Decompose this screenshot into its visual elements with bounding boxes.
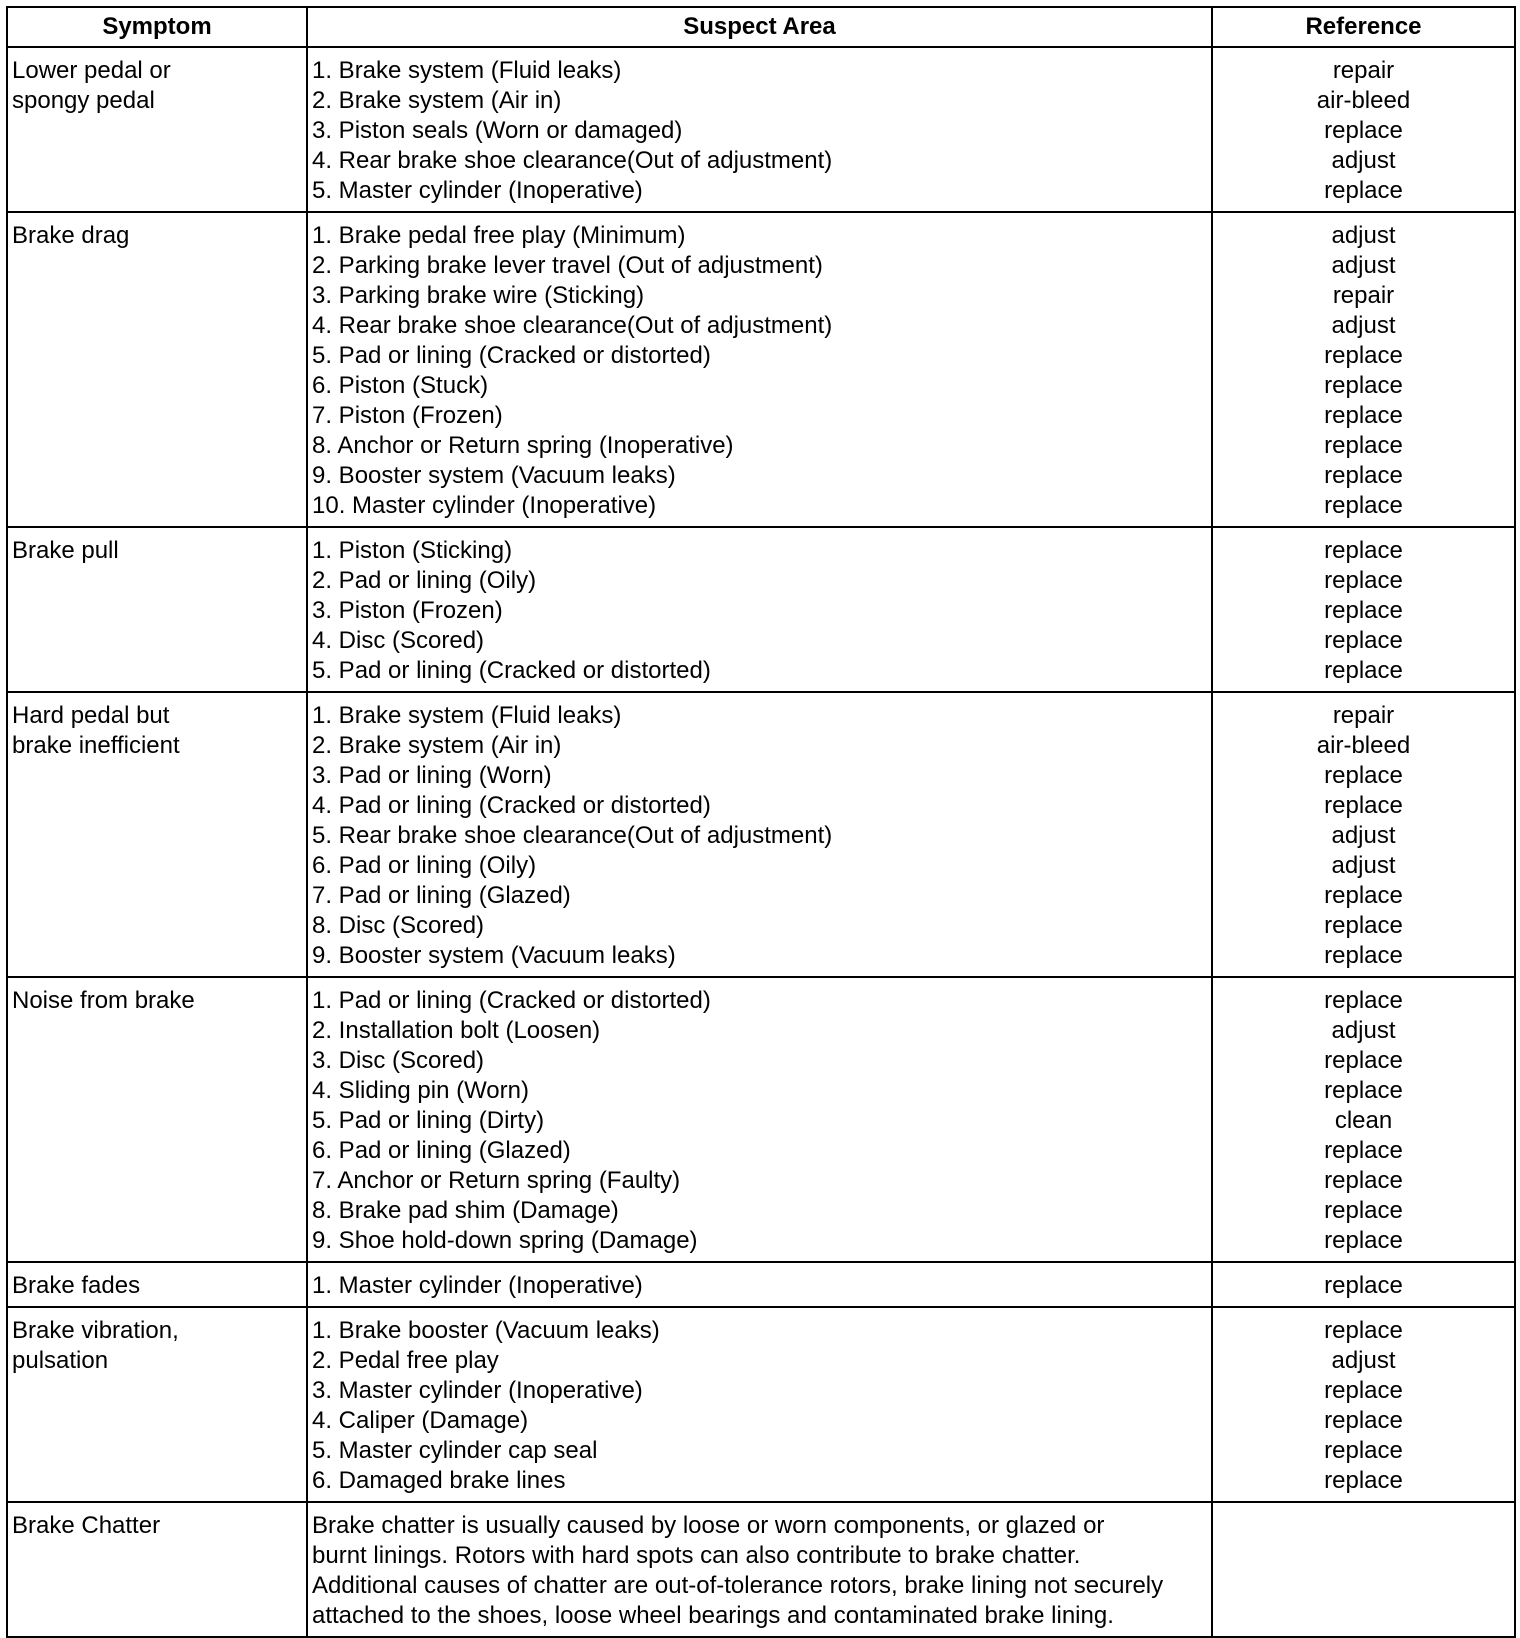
reference-value: replace xyxy=(1324,1467,1403,1494)
suspect-area-item: 8. Disc (Scored) xyxy=(312,912,485,939)
reference-value: replace xyxy=(1324,882,1403,909)
suspect-area-item: 2. Installation bolt (Loosen) xyxy=(312,1017,601,1044)
reference-value: replace xyxy=(1324,1227,1403,1254)
reference-cell xyxy=(1212,692,1515,977)
reference-value: replace xyxy=(1324,627,1403,654)
table-row xyxy=(7,527,1515,692)
suspect-area-item: 1. Master cylinder (Inoperative) xyxy=(312,1272,643,1299)
suspect-area-cell xyxy=(307,692,1212,977)
suspect-area-item: 4. Pad or lining (Cracked or distorted) xyxy=(312,792,711,819)
header-row xyxy=(7,7,1515,47)
reference-value: clean xyxy=(1334,1107,1393,1134)
table-row xyxy=(7,212,1515,527)
reference-value: replace xyxy=(1324,1272,1403,1299)
suspect-area-item: 2. Parking brake lever travel (Out of adjustment) xyxy=(312,252,823,279)
suspect-area-item: 3. Master cylinder (Inoperative) xyxy=(312,1377,643,1404)
symptom-cell: Noise from brake xyxy=(7,977,307,1262)
suspect-area-item: 8. Anchor or Return spring (Inoperative) xyxy=(312,432,734,459)
reference-value: replace xyxy=(1324,177,1403,204)
suspect-area-item: 4. Disc (Scored) xyxy=(312,627,485,654)
reference-value: replace xyxy=(1324,567,1403,594)
paragraph-line: Additional causes of chatter are out-of-tolerance rotors, brake lining not securely xyxy=(312,1572,1164,1599)
reference-value: replace xyxy=(1324,432,1403,459)
suspect-area-item: 6. Pad or lining (Oily) xyxy=(312,852,537,879)
suspect-area-item: 6. Damaged brake lines xyxy=(312,1467,566,1494)
reference-value: replace xyxy=(1324,537,1403,564)
suspect-area-item: 9. Shoe hold-down spring (Damage) xyxy=(312,1227,698,1254)
table-row xyxy=(7,47,1515,212)
table-row xyxy=(7,1262,1515,1307)
symptom-cell: Brake Chatter xyxy=(7,1502,307,1637)
reference-cell xyxy=(1212,1307,1515,1502)
reference-value: replace xyxy=(1324,1377,1403,1404)
symptom-cell: Brake vibration, pulsation xyxy=(7,1307,307,1502)
reference-cell xyxy=(1212,527,1515,692)
symptom-cell: Brake fades xyxy=(7,1262,307,1307)
reference-value: replace xyxy=(1324,792,1403,819)
suspect-area-cell xyxy=(307,527,1212,692)
suspect-area-item: 5. Pad or lining (Dirty) xyxy=(312,1107,545,1134)
paragraph-line: attached to the shoes, loose wheel bearings and contaminated brake lining. xyxy=(312,1602,1114,1629)
reference-value: replace xyxy=(1324,1437,1403,1464)
suspect-area-item: 1. Brake pedal free play (Minimum) xyxy=(312,222,686,249)
suspect-area-item: 3. Pad or lining (Worn) xyxy=(312,762,552,789)
reference-value: replace xyxy=(1324,1137,1403,1164)
reference-value: repair xyxy=(1332,57,1395,84)
reference-value: repair xyxy=(1332,702,1395,729)
suspect-area-item: 4. Rear brake shoe clearance(Out of adjustment) xyxy=(312,147,833,174)
suspect-area-item: 10. Master cylinder (Inoperative) xyxy=(312,492,657,519)
suspect-area-item: 2. Pad or lining (Oily) xyxy=(312,567,537,594)
reference-value: replace xyxy=(1324,1407,1403,1434)
suspect-area-item: 3. Parking brake wire (Sticking) xyxy=(312,282,645,309)
reference-value: replace xyxy=(1324,762,1403,789)
suspect-area-item: 2. Brake system (Air in) xyxy=(312,732,562,759)
suspect-area-item: 5. Master cylinder cap seal xyxy=(312,1437,598,1464)
table-row xyxy=(7,977,1515,1262)
table-body xyxy=(7,47,1515,1637)
reference-value: replace xyxy=(1324,402,1403,429)
suspect-area-item: 1. Brake system (Fluid leaks) xyxy=(312,57,622,84)
reference-value: replace xyxy=(1324,987,1403,1014)
reference-value: adjust xyxy=(1331,147,1396,174)
suspect-area-item: 5. Pad or lining (Cracked or distorted) xyxy=(312,342,711,369)
reference-value: repair xyxy=(1332,282,1395,309)
suspect-area-cell xyxy=(307,1262,1212,1307)
suspect-area-item: 8. Brake pad shim (Damage) xyxy=(312,1197,619,1224)
paragraph-line: burnt linings. Rotors with hard spots can also contribute to brake chatter. xyxy=(312,1542,1081,1569)
suspect-cell-paragraph xyxy=(307,1502,1212,1637)
suspect-area-item: 4. Rear brake shoe clearance(Out of adjustment) xyxy=(312,312,833,339)
suspect-area-item: 7. Pad or lining (Glazed) xyxy=(312,882,571,909)
reference-value: adjust xyxy=(1331,852,1396,879)
table-row-brake-chatter xyxy=(7,1502,1515,1637)
reference-value: replace xyxy=(1324,657,1403,684)
suspect-area-item: 9. Booster system (Vacuum leaks) xyxy=(312,462,676,489)
reference-cell xyxy=(1212,977,1515,1262)
reference-value: replace xyxy=(1324,1077,1403,1104)
reference-value: replace xyxy=(1324,1047,1403,1074)
suspect-area-item: 7. Anchor or Return spring (Faulty) xyxy=(312,1167,681,1194)
suspect-area-item: 1. Piston (Sticking) xyxy=(312,537,513,564)
reference-value: replace xyxy=(1324,462,1403,489)
table-row xyxy=(7,1307,1515,1502)
reference-value: replace xyxy=(1324,492,1403,519)
reference-value: air-bleed xyxy=(1316,732,1411,759)
reference-value: replace xyxy=(1324,597,1403,624)
reference-value: replace xyxy=(1324,1167,1403,1194)
symptom-cell: Hard pedal but brake inefficient xyxy=(7,692,307,977)
symptom-cell: Brake drag xyxy=(7,212,307,527)
suspect-area-item: 5. Rear brake shoe clearance(Out of adjustment) xyxy=(312,822,833,849)
suspect-area-cell xyxy=(307,977,1212,1262)
reference-value: adjust xyxy=(1331,1017,1396,1044)
reference-value: replace xyxy=(1324,1317,1403,1344)
reference-cell xyxy=(1212,1262,1515,1307)
reference-value: adjust xyxy=(1331,312,1396,339)
symptom-cell: Lower pedal or spongy pedal xyxy=(7,47,307,212)
troubleshooting-table xyxy=(6,6,1516,1638)
reference-cell xyxy=(1212,47,1515,212)
suspect-area-item: 5. Master cylinder (Inoperative) xyxy=(312,177,643,204)
suspect-area-item: 2. Pedal free play xyxy=(312,1347,499,1374)
suspect-area-item: 3. Piston seals (Worn or damaged) xyxy=(312,117,683,144)
header-suspect-area: Suspect Area xyxy=(307,7,1212,47)
reference-value: adjust xyxy=(1331,222,1396,249)
reference-value: replace xyxy=(1324,942,1403,969)
suspect-area-item: 4. Sliding pin (Worn) xyxy=(312,1077,529,1104)
reference-value: replace xyxy=(1324,117,1403,144)
suspect-area-item: 6. Pad or lining (Glazed) xyxy=(312,1137,571,1164)
suspect-area-cell xyxy=(307,47,1212,212)
reference-value: replace xyxy=(1324,912,1403,939)
suspect-area-cell xyxy=(307,212,1212,527)
reference-value: replace xyxy=(1324,372,1403,399)
symptom-cell: Brake pull xyxy=(7,527,307,692)
suspect-area-item: 3. Disc (Scored) xyxy=(312,1047,485,1074)
suspect-area-item: 3. Piston (Frozen) xyxy=(312,597,503,624)
reference-value: air-bleed xyxy=(1316,87,1411,114)
reference-value: adjust xyxy=(1331,822,1396,849)
reference-value: adjust xyxy=(1331,1347,1396,1374)
paragraph-line: Brake chatter is usually caused by loose or worn components, or glazed or xyxy=(312,1512,1105,1539)
suspect-area-item: 5. Pad or lining (Cracked or distorted) xyxy=(312,657,711,684)
suspect-area-item: 1. Pad or lining (Cracked or distorted) xyxy=(312,987,711,1014)
suspect-area-item: 9. Booster system (Vacuum leaks) xyxy=(312,942,676,969)
suspect-area-item: 6. Piston (Stuck) xyxy=(312,372,489,399)
suspect-area-item: 1. Brake booster (Vacuum leaks) xyxy=(312,1317,660,1344)
reference-value: replace xyxy=(1324,342,1403,369)
reference-cell xyxy=(1212,212,1515,527)
reference-cell-empty xyxy=(1212,1502,1515,1637)
suspect-area-cell xyxy=(307,1307,1212,1502)
suspect-area-item: 2. Brake system (Air in) xyxy=(312,87,562,114)
suspect-area-item: 4. Caliper (Damage) xyxy=(312,1407,529,1434)
header-symptom: Symptom xyxy=(7,7,307,47)
header-reference: Reference xyxy=(1212,7,1515,47)
table-row xyxy=(7,692,1515,977)
reference-value: replace xyxy=(1324,1197,1403,1224)
reference-value: adjust xyxy=(1331,252,1396,279)
suspect-area-item: 1. Brake system (Fluid leaks) xyxy=(312,702,622,729)
suspect-area-item: 7. Piston (Frozen) xyxy=(312,402,503,429)
